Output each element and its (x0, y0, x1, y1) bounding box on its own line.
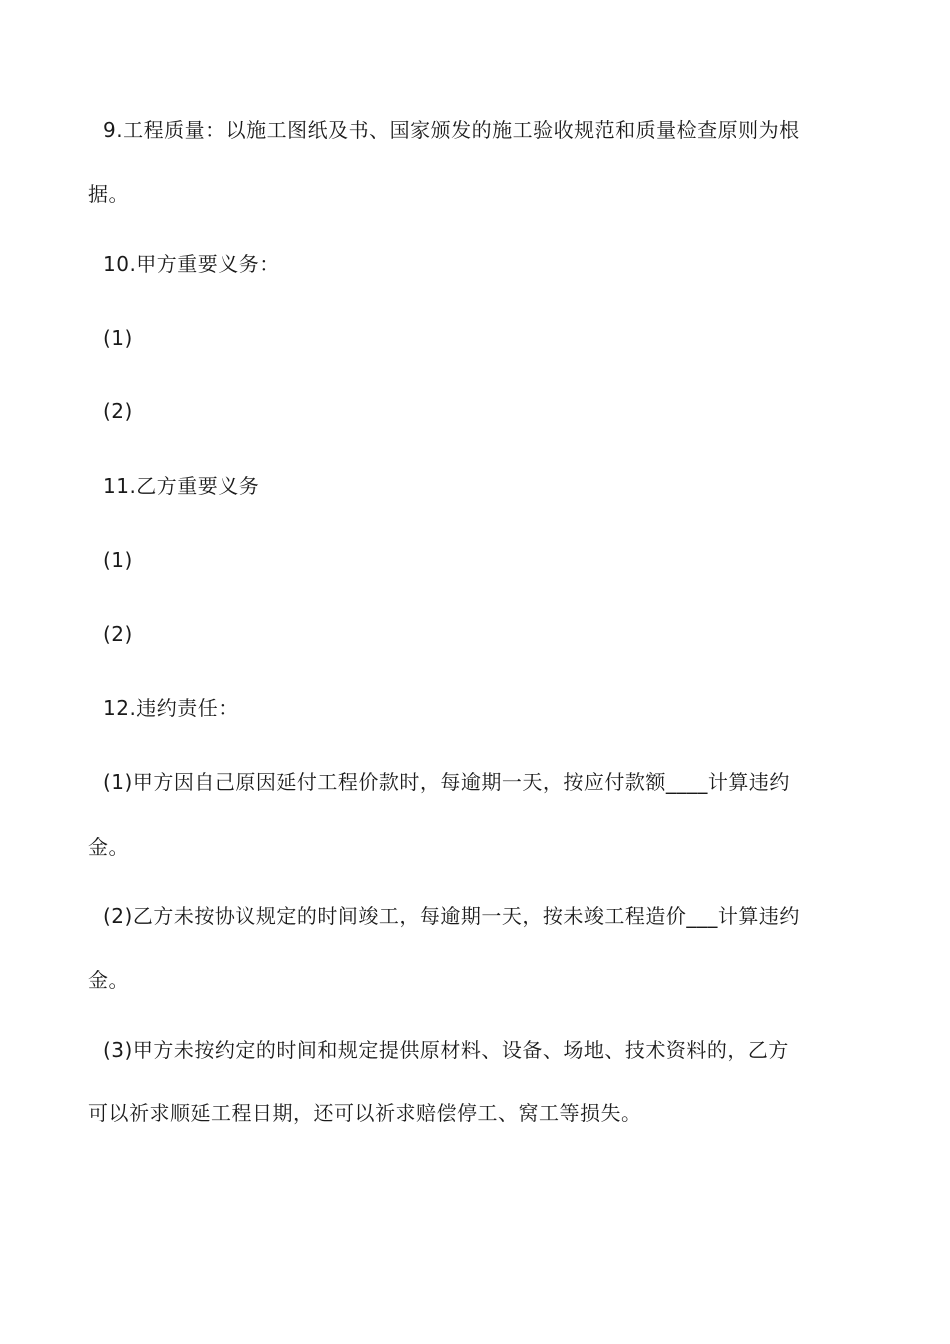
clause-11-heading: 11.乙方重要义务 (103, 474, 260, 498)
clause-10-item-2: (2) (103, 399, 133, 423)
clause-12-item-2-line-2: 金。 (88, 968, 129, 992)
clause-12-item-3-line-2: 可以祈求顺延工程日期，还可以祈求赔偿停工、窝工等损失。 (88, 1101, 642, 1125)
clause-10-item-1: (1) (103, 326, 133, 350)
clause-11-item-2: (2) (103, 622, 133, 646)
clause-12-item-1-line-1: (1)甲方因自己原因延付工程价款时，每逾期一天，按应付款额____计算违约 (103, 770, 790, 794)
clause-12-heading: 12.违约责任： (103, 696, 239, 720)
clause-9-quality-line-2: 据。 (88, 182, 129, 206)
clause-12-item-3-line-1: (3)甲方未按约定的时间和规定提供原材料、设备、场地、技术资料的，乙方 (103, 1038, 789, 1062)
clause-9-quality-line-1: 9.工程质量：以施工图纸及书、国家颁发的施工验收规范和质量检查原则为根 (103, 118, 800, 142)
clause-11-item-1: (1) (103, 548, 133, 572)
clause-12-item-2-line-1: (2)乙方未按协议规定的时间竣工，每逾期一天，按未竣工程造价___计算违约 (103, 904, 800, 928)
clause-10-heading: 10.甲方重要义务： (103, 252, 280, 276)
clause-12-item-1-line-2: 金。 (88, 835, 129, 859)
